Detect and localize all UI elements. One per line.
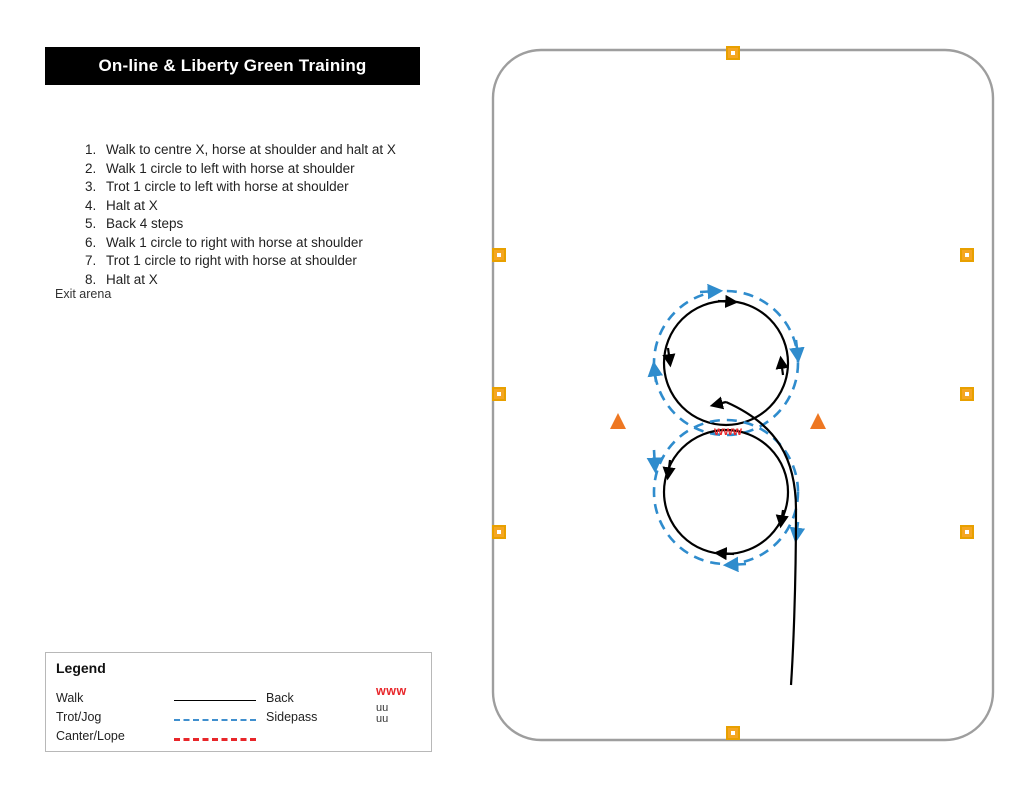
page-title: On-line & Liberty Green Training xyxy=(98,56,367,75)
legend-sample-canter-line xyxy=(174,738,256,741)
cone-left-lower xyxy=(492,525,506,539)
legend-box xyxy=(45,652,432,752)
cone-right-middle xyxy=(960,387,974,401)
marker-cone-right xyxy=(810,413,826,429)
cone-right-lower xyxy=(960,525,974,539)
back-marker-label: www xyxy=(713,424,743,438)
cone-top-center xyxy=(726,46,740,60)
instruction-item: 7. Trot 1 circle to right with horse at shoulder xyxy=(100,252,468,271)
instruction-item: 1. Walk to centre X, horse at shoulder and halt at X xyxy=(100,141,468,160)
instructions-list xyxy=(68,141,468,289)
legend-label-back: Back xyxy=(266,691,294,705)
exit-arena-note: Exit arena xyxy=(55,287,112,301)
arena-svg xyxy=(478,30,1008,760)
instruction-item: 4. Halt at X xyxy=(100,197,468,216)
legend-label-trot: Trot/Jog xyxy=(56,710,102,724)
legend-label-canter: Canter/Lope xyxy=(56,729,125,743)
walk-path-upper-circle xyxy=(664,301,788,425)
instruction-item: 2. Walk 1 circle to left with horse at shoulder xyxy=(100,160,468,179)
instruction-item: 8. Halt at X xyxy=(100,271,468,290)
legend-sample-walk-line xyxy=(174,700,256,701)
legend-sample-sidepass-line2: uu xyxy=(376,713,389,725)
instruction-item: 6. Walk 1 circle to right with horse at shoulder xyxy=(100,234,468,253)
legend-sample-back-text: www xyxy=(376,684,407,698)
marker-cone-left xyxy=(610,413,626,429)
walk-path-lower-circle xyxy=(664,430,788,554)
cone-left-upper xyxy=(492,248,506,262)
cone-bottom-center xyxy=(726,726,740,740)
entry-exit-walk-line xyxy=(714,402,796,685)
instruction-item: 3. Trot 1 circle to left with horse at shoulder xyxy=(100,178,468,197)
legend-sample-trot-line xyxy=(174,719,256,721)
title-banner xyxy=(45,47,420,85)
trot-path-upper-circle xyxy=(654,291,798,435)
cone-left-middle xyxy=(492,387,506,401)
legend-sample-sidepass-text xyxy=(376,703,388,725)
cone-right-upper xyxy=(960,248,974,262)
legend-label-walk: Walk xyxy=(56,691,84,705)
instruction-item: 5. Back 4 steps xyxy=(100,215,468,234)
arena-diagram xyxy=(478,30,1008,760)
trot-path-lower-circle xyxy=(654,420,798,565)
legend-label-sidepass: Sidepass xyxy=(266,710,318,724)
legend-title: Legend xyxy=(56,660,106,676)
legend-sample-sidepass-line1: uu xyxy=(376,702,389,714)
arena-boundary xyxy=(493,50,993,740)
